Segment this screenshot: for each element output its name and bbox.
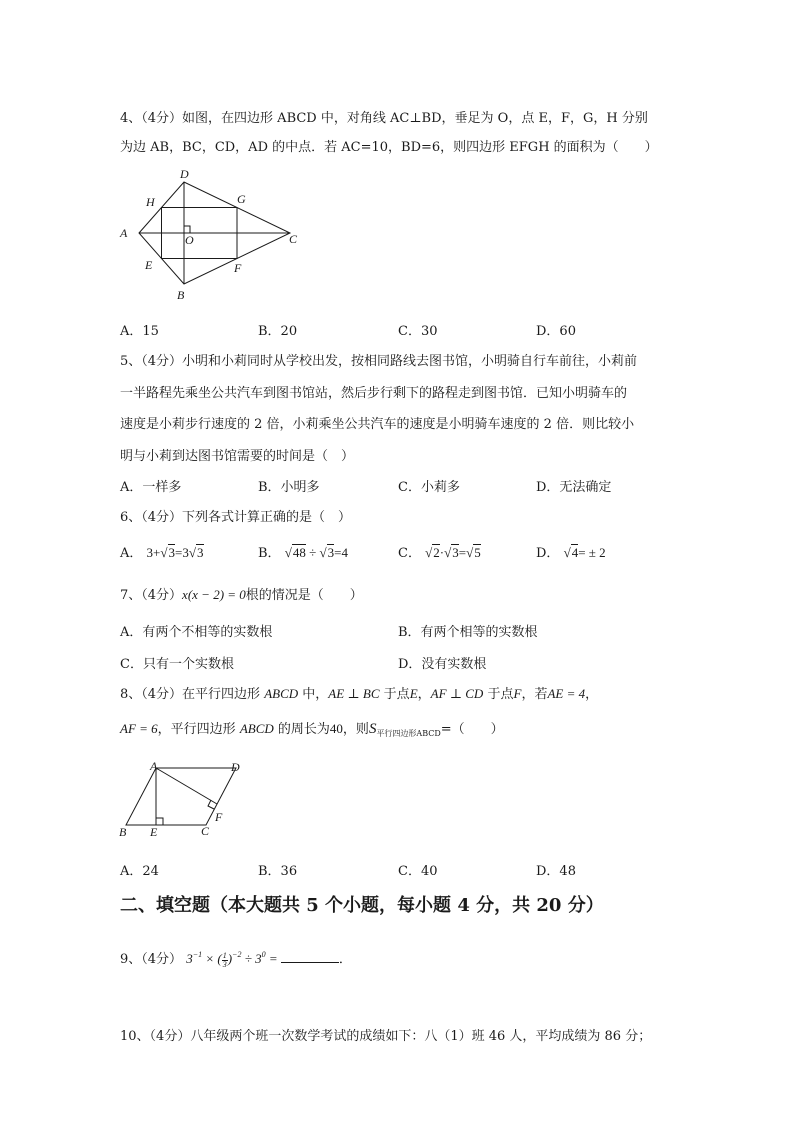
q4-option-a[interactable]: A．15 [120, 324, 159, 339]
q4-label-f: F [234, 261, 242, 275]
q8-label-b: B [119, 825, 127, 838]
q6-label-b: B． [258, 546, 281, 561]
q5-option-a[interactable]: A．一样多 [120, 480, 182, 495]
q4-label-a: A [120, 226, 128, 240]
q8-label-d: D [231, 760, 240, 774]
q6-option-a[interactable] [120, 542, 204, 561]
q6-option-b[interactable] [258, 542, 348, 561]
q5-line-2: 一半路程先乘坐公共汽车到图书馆站，然后步行剩下的路程走到图书馆．已知小明骑车的 [120, 386, 628, 401]
q9-stem: 9、（4分） $3^{-1}$ × ( $\frac{1}{3})^{-2} \div 3^0$ = ． [120, 950, 352, 969]
q4-right-angle [184, 226, 190, 233]
q8-option-c[interactable]: C．40 [398, 864, 438, 879]
q5-option-b[interactable]: B．小明多 [258, 480, 320, 495]
q8-line-1: 8、（4分）在平行四边形 ABCD 中，AE ⊥ BC 于点E，AF ⊥ CD 于点F，若AE = 4， [120, 686, 599, 702]
q6-stem: 6、（4分）下列各式计算正确的是（ ） [120, 510, 352, 525]
q7-equation: x(x − 2) = 0 [182, 587, 246, 602]
q6-option-d[interactable] [536, 542, 606, 561]
q5-option-c[interactable]: C．小莉多 [398, 480, 460, 495]
q4-line-1: 4、（4分）如图，在四边形 ABCD 中，对角线 AC⊥BD，垂足为 O，点 E，F，G，H 分别 [120, 111, 648, 126]
q4-option-c[interactable]: C．30 [398, 324, 438, 339]
q4-label-o: O [185, 233, 194, 247]
q4-label-c: C [289, 232, 298, 246]
q7-stem: 7、（4分）x(x − 2) = 0根的情况是（ ） [120, 587, 363, 603]
q6-c-expr: √2·√3=√5 [425, 545, 481, 560]
q8-option-b[interactable]: B．36 [258, 864, 298, 879]
q8-line-2: AF = 6，平行四边形 ABCD 的周长为40，则$S_{平行四边形ABCD}=$（ ） [120, 721, 504, 738]
q10-line-1: 10、（4分）八年级两个班一次数学考试的成绩如下：八（1）班 46 人，平均成绩为 86 分； [120, 1029, 652, 1044]
q8-figure [116, 758, 256, 838]
q6-label-c: C． [398, 546, 421, 561]
q5-option-d[interactable]: D．无法确定 [536, 480, 612, 495]
q6-label-d: D． [536, 546, 560, 561]
q6-a-expr: 3+√3=3√3 [146, 545, 204, 560]
q4-label-g: G [237, 192, 246, 206]
q8-right-angle-e [156, 818, 163, 825]
q6-label-a: A． [120, 546, 143, 561]
q4-label-b: B [177, 288, 185, 302]
q5-line-1: 5、（4分）小明和小莉同时从学校出发，按相同路线去图书馆，小明骑自行车前往，小莉前 [120, 354, 638, 369]
q4-label-h: H [146, 195, 155, 209]
q8-option-d[interactable]: D．48 [536, 864, 576, 879]
q4-figure [112, 166, 312, 306]
q8-label-a: A [150, 759, 158, 773]
q8-label-e: E [150, 825, 158, 838]
section-2-title: 二、填空题（本大题共 5 个小题，每小题 4 分，共 20 分） [120, 895, 604, 916]
q7-option-d[interactable]: D．没有实数根 [398, 657, 487, 672]
q7-option-b[interactable]: B．有两个相等的实数根 [398, 625, 538, 640]
q8-label-f: F [215, 810, 223, 824]
q6-b-expr: √48 ÷ √3=4 [284, 545, 348, 560]
q4-option-b[interactable]: B．20 [258, 324, 298, 339]
q7-option-a[interactable]: A．有两个不相等的实数根 [120, 625, 273, 640]
q5-line-4: 明与小莉到达图书馆需要的时间是（ ） [120, 449, 355, 464]
q8-label-c: C [201, 824, 210, 838]
q4-option-d[interactable]: D．60 [536, 324, 576, 339]
q6-d-expr: √4= ± 2 [563, 545, 606, 560]
q4-line-2: 为边 AB，BC，CD，AD 的中点．若 AC=10，BD=6，则四边形 EFGH 的面积为（ ） [120, 140, 658, 155]
q4-label-e: E [145, 258, 153, 272]
q8-segment-af [156, 768, 217, 804]
q6-option-c[interactable] [398, 542, 481, 561]
q4-label-d: D [180, 167, 189, 181]
q9-expression: $3^{-1}$ × ( $\frac{1}{3})^{-2} \div 3^0$ = [186, 950, 278, 969]
q5-line-3: 速度是小莉步行速度的 2 倍，小莉乘坐公共汽车的速度是小明骑车速度的 2 倍．则比较小 [120, 417, 635, 432]
q7-option-c[interactable]: C．只有一个实数根 [120, 657, 234, 672]
q9-answer-blank[interactable] [281, 952, 339, 963]
q8-option-a[interactable]: A．24 [120, 864, 159, 879]
